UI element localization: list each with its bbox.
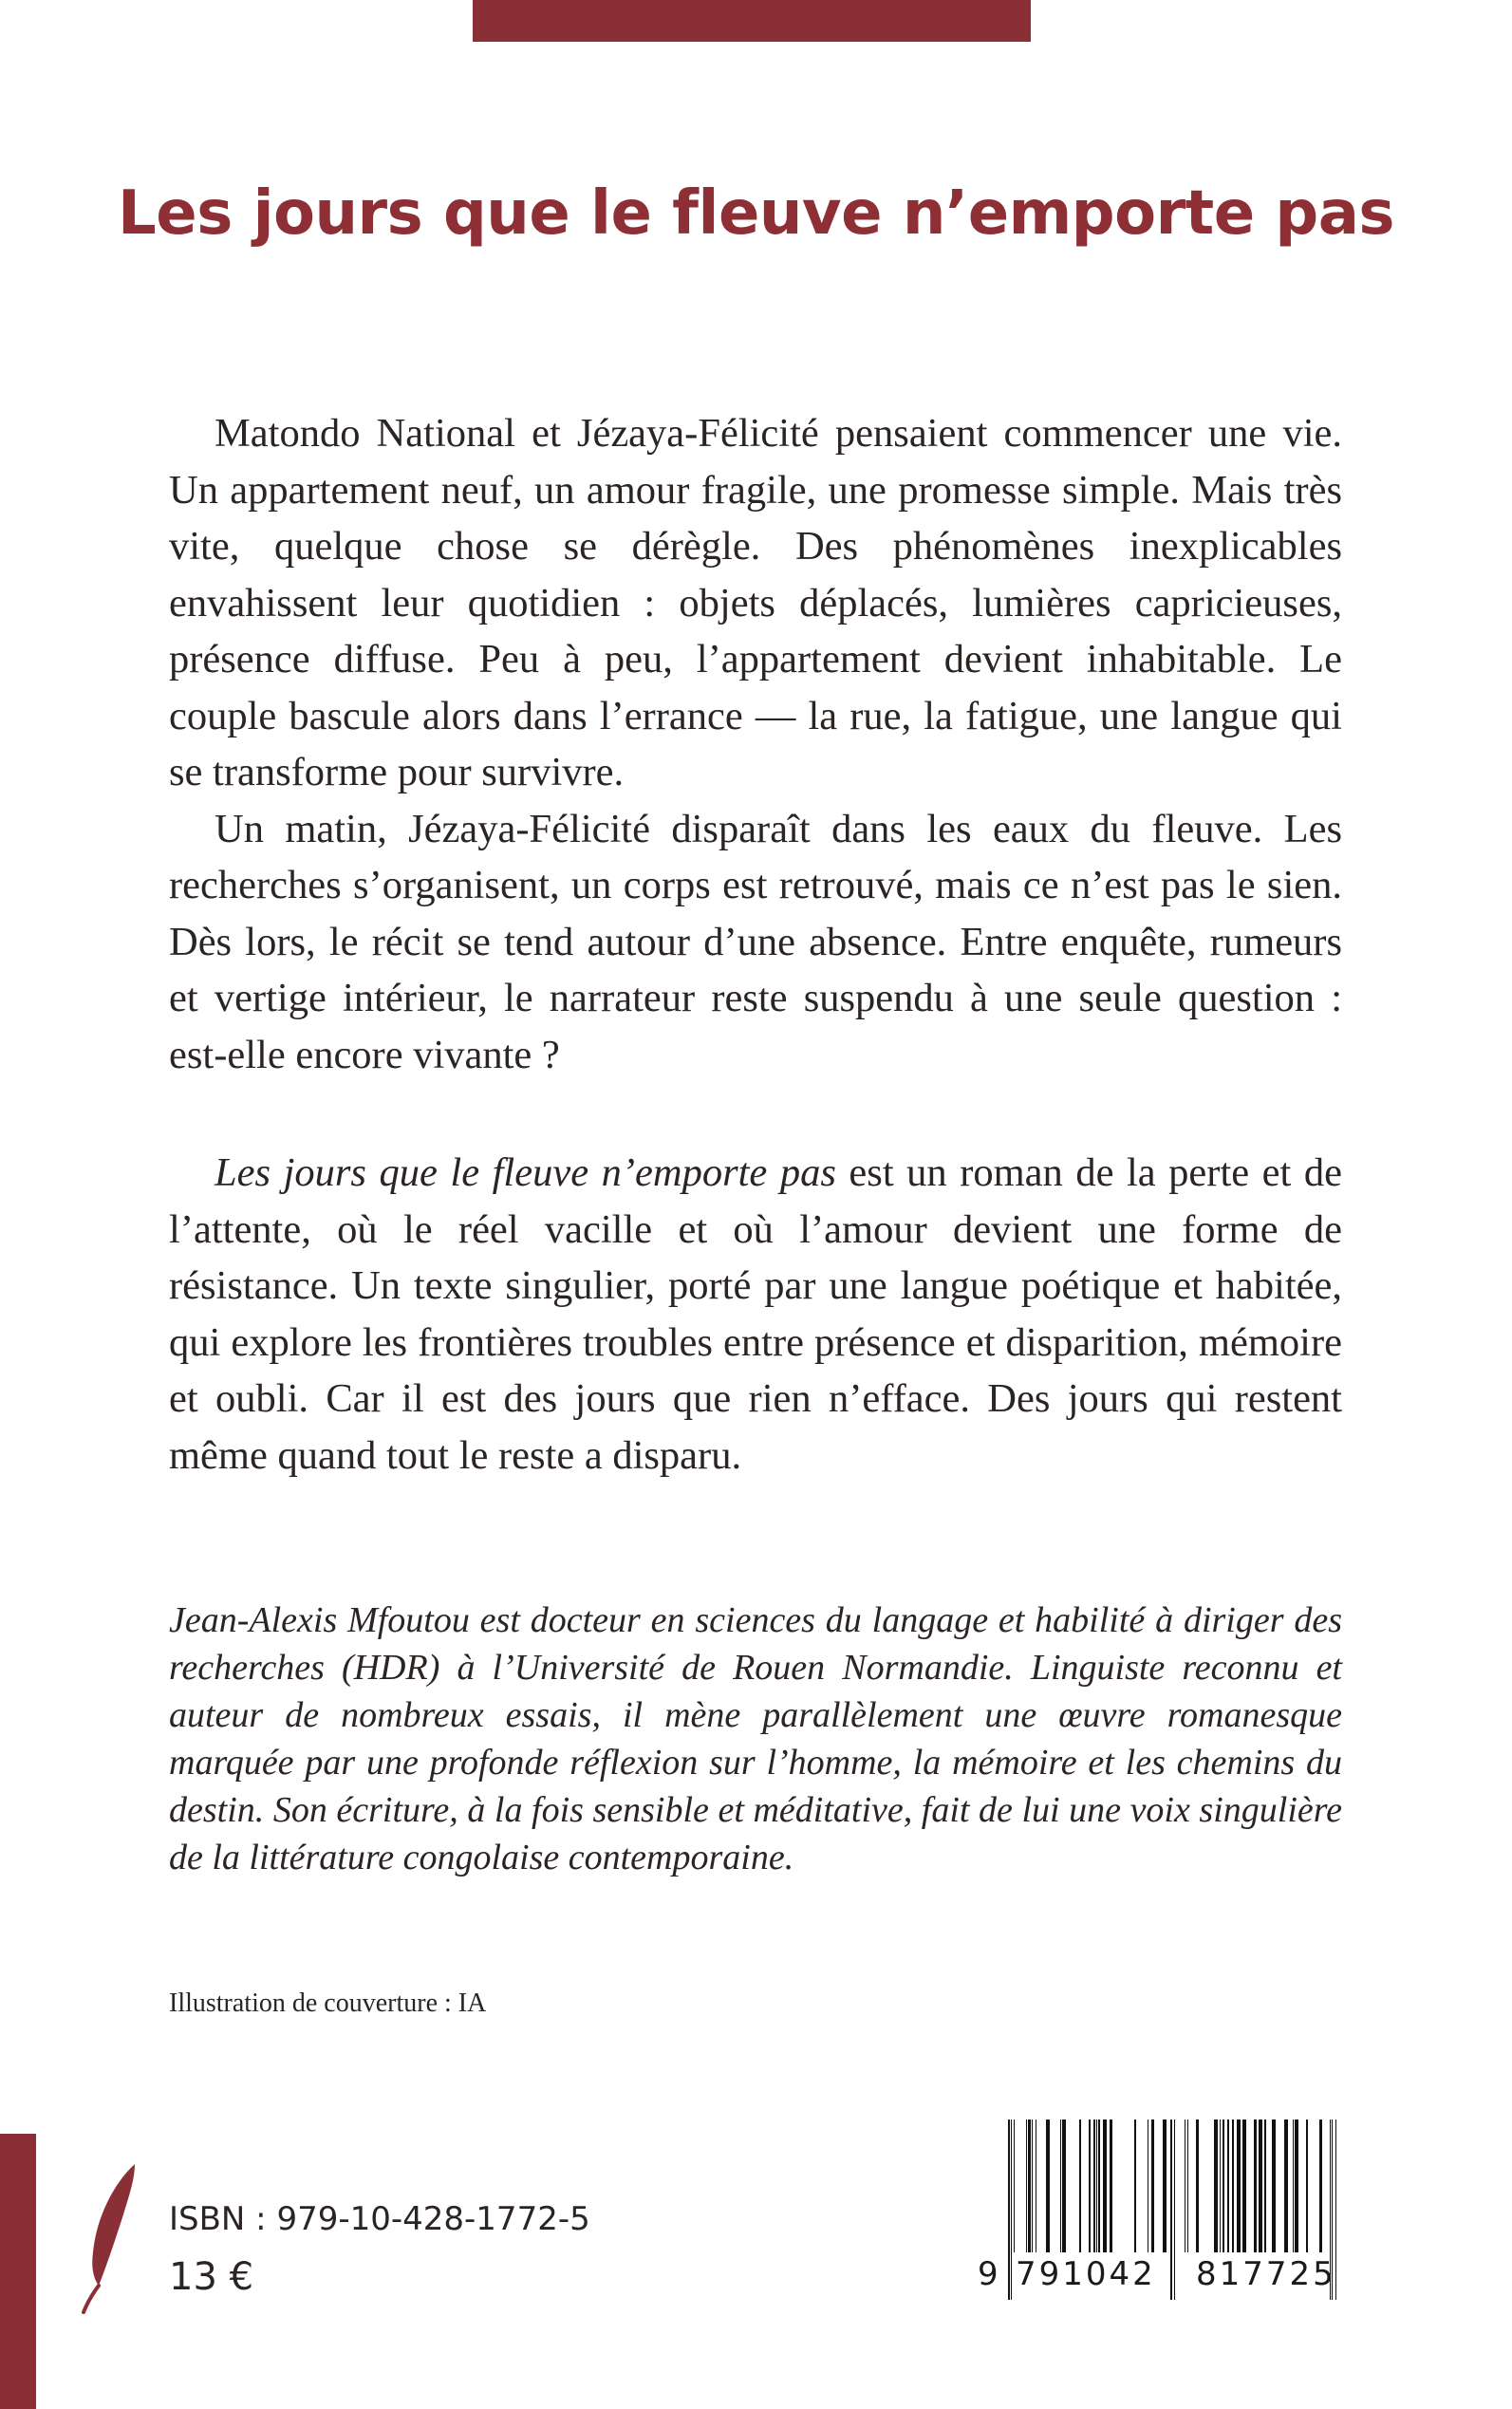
- barcode-bar: [1098, 2120, 1100, 2252]
- barcode-bar: [1032, 2120, 1033, 2252]
- barcode-bar: [1293, 2120, 1294, 2252]
- barcode-bar: [1062, 2120, 1066, 2252]
- barcode-bar: [1227, 2120, 1229, 2252]
- barcode-bar: [1093, 2120, 1095, 2252]
- barcode-bar: [1284, 2120, 1288, 2252]
- summary-paragraph-3-text: est un roman de la perte et de l’attente, où le réel vacille et où l’amour devient une forme de résistance. Un texte singulier, porté par une langue poétique et habitée, qui explore les frontières troubles entre présence et disparition, mémoire et oubli. Car il est des jours que rien n’efface. Des jours qui restent même quand tout le reste a disparu.: [169, 1150, 1342, 1478]
- summary-block-2: [169, 1145, 1342, 1484]
- barcode-bar: [1242, 2120, 1246, 2252]
- barcode-bar: [1259, 2120, 1262, 2252]
- barcode-bar: [1319, 2120, 1322, 2252]
- barcode-right-group: 817725: [1196, 2255, 1336, 2293]
- book-title: Les jours que le fleuve n’emporte pas: [118, 178, 1394, 249]
- barcode-bar: [1079, 2120, 1081, 2252]
- barcode-bar: [1089, 2120, 1091, 2252]
- barcode-left-group: 791042: [1016, 2255, 1156, 2293]
- barcode-bar: [1163, 2120, 1167, 2252]
- barcode-bar: [1014, 2120, 1015, 2252]
- barcode-bar: [1295, 2120, 1298, 2252]
- barcode-bar: [1110, 2120, 1112, 2252]
- barcode-bar: [1028, 2120, 1031, 2252]
- barcode-first-digit: 9: [978, 2255, 999, 2293]
- summary-paragraph-1: Matondo National et Jézaya-Félicité pensaient commencer une vie. Un appartement neuf, un amour fragile, une promesse simple. Mais très vite, quelque chose se dérègle. Des phénomènes inexplicables envahissent leur quotidien : objets déplacés, lumières capricieuses, présence diffuse. Peu à peu, l’appartement devient inhabitable. Le couple bascule alors dans l’errance — la rue, la fatigue, une langue qui se transforme pour survivre.: [169, 411, 1342, 794]
- left-accent-bar: [0, 2134, 36, 2409]
- barcode-bar: [1232, 2120, 1234, 2252]
- barcode-bar: [1187, 2120, 1188, 2252]
- summary-paragraph-3: [169, 1145, 1342, 1484]
- barcode-bar: [1011, 2120, 1012, 2300]
- barcode-bar: [1237, 2120, 1241, 2252]
- summary-paragraph-2: Un matin, Jézaya-Félicité disparaît dans les eaux du fleuve. Les recherches s’organisent, un corps est retrouvé, mais ce n’est pas le sien. Dès lors, le récit se tend autour d’une absence. Entre enquête, rumeurs et vertige intérieur, le narrateur reste suspendu à une seule question : est-elle encore vivante ?: [169, 806, 1342, 1077]
- top-accent-bar: [473, 0, 1031, 42]
- barcode-bar: [1214, 2120, 1218, 2252]
- barcode-bar: [1026, 2120, 1027, 2252]
- barcode-bar: [1060, 2120, 1061, 2252]
- barcode-bar: [1096, 2120, 1097, 2252]
- quill-icon: [78, 2162, 140, 2314]
- summary-block: [169, 405, 1342, 1083]
- barcode-bar: [1134, 2120, 1136, 2252]
- barcode-bar: [1046, 2120, 1050, 2252]
- barcode-bar: [1174, 2120, 1175, 2300]
- barcode-bar: [1196, 2120, 1199, 2252]
- barcode-bar: [1264, 2120, 1266, 2252]
- barcode-bar: [1306, 2120, 1308, 2252]
- illustration-credit: Illustration de couverture : IA: [169, 1989, 487, 2018]
- barcode-bar: [1272, 2120, 1276, 2252]
- barcode-bar: [1103, 2120, 1107, 2252]
- barcode-bar: [1254, 2120, 1257, 2252]
- barcode-bar: [1223, 2120, 1224, 2252]
- isbn-number: ISBN : 979-10-428-1772-5: [169, 2200, 590, 2238]
- barcode-bar: [1151, 2120, 1154, 2252]
- barcode-bar: [1008, 2120, 1010, 2300]
- summary-title-italic: Les jours que le fleuve n’emporte pas: [215, 1150, 836, 1195]
- author-bio: Jean-Alexis Mfoutou est docteur en sciences du langage et habilité à diriger des recherches (HDR) à l’Université de Rouen Normandie. Linguiste reconnu et auteur de nombreux essais, il mène parallèlement une œuvre romanesque marquée par une profonde réflexion sur l’homme, la mémoire et les chemins du destin. Son écriture, à la fois sensible et méditative, fait de lui une voix singulière de la littérature congolaise contemporaine.: [169, 1600, 1342, 1877]
- barcode-bar: [1170, 2120, 1172, 2300]
- barcode-bar: [1220, 2120, 1221, 2252]
- price-label: 13 €: [169, 2255, 254, 2299]
